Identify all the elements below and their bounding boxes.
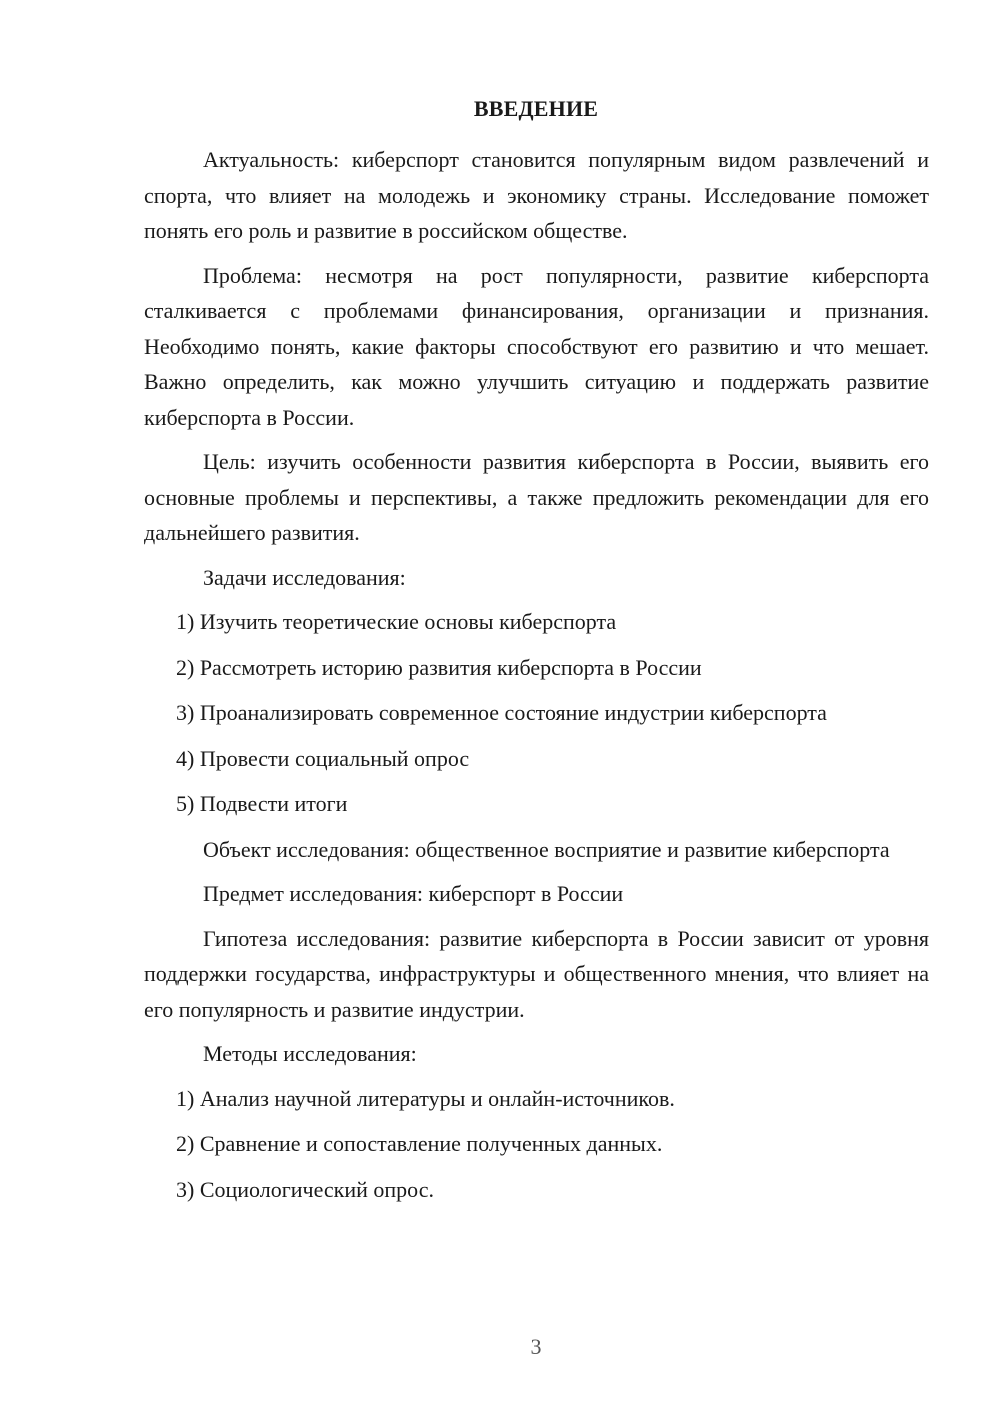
paragraph-problem: Проблема: несмотря на рост популярности, развитие киберспорта сталкивается с проблемами финансирования, организации и признания. Необходимо понять, какие факторы способствуют его развитию и что мешает. Важно определить, как можно улучшить ситуацию и поддержать развитие киберспорта в России.: [144, 262, 929, 430]
list-item: 5) Подвести итоги: [176, 791, 348, 816]
page-title: ВВЕДЕНИЕ: [473, 96, 599, 121]
methods-heading: Методы исследования:: [203, 1041, 417, 1066]
tasks-list: [144, 604, 929, 822]
list-item: 1) Анализ научной литературы и онлайн-источников.: [176, 1085, 675, 1111]
document-body: [144, 142, 929, 1217]
methods-list: [144, 1081, 929, 1208]
list-item: 2) Рассмотреть историю развития киберспорта в России: [176, 654, 702, 680]
page-number: 3: [530, 1334, 542, 1359]
paragraph-goal: Цель: изучить особенности развития киберспорта в России, выявить его основные проблемы и перспективы, а также предложить рекомендации для его дальнейшего развития.: [144, 449, 929, 545]
list-item: 3) Проанализировать современное состояние индустрии киберспорта: [176, 700, 827, 725]
paragraph-hypothesis: Гипотеза исследования: развитие киберспорта в России зависит от уровня поддержки государства, инфраструктуры и общественного мнения, что влияет на его популярность и развитие индустрии.: [144, 925, 929, 1022]
list-item: 2) Сравнение и сопоставление полученных данных.: [176, 1131, 663, 1156]
tasks-heading: Задачи исследования:: [203, 564, 406, 590]
paragraph-subject: Предмет исследования: киберспорт в России: [203, 881, 624, 906]
paragraph-relevance: Актуальность: киберспорт становится популярным видом развлечений и спорта, что влияет на молодежь и экономику страны. Исследование поможет понять его роль и развитие в российском обществе.: [144, 147, 929, 243]
list-item: 4) Провести социальный опрос: [176, 745, 470, 771]
list-item: 3) Социологический опрос.: [176, 1176, 434, 1202]
paragraph-object: Объект исследования: общественное восприятие и развитие киберспорта: [203, 836, 890, 862]
list-item: 1) Изучить теоретические основы киберспорта: [176, 609, 617, 634]
